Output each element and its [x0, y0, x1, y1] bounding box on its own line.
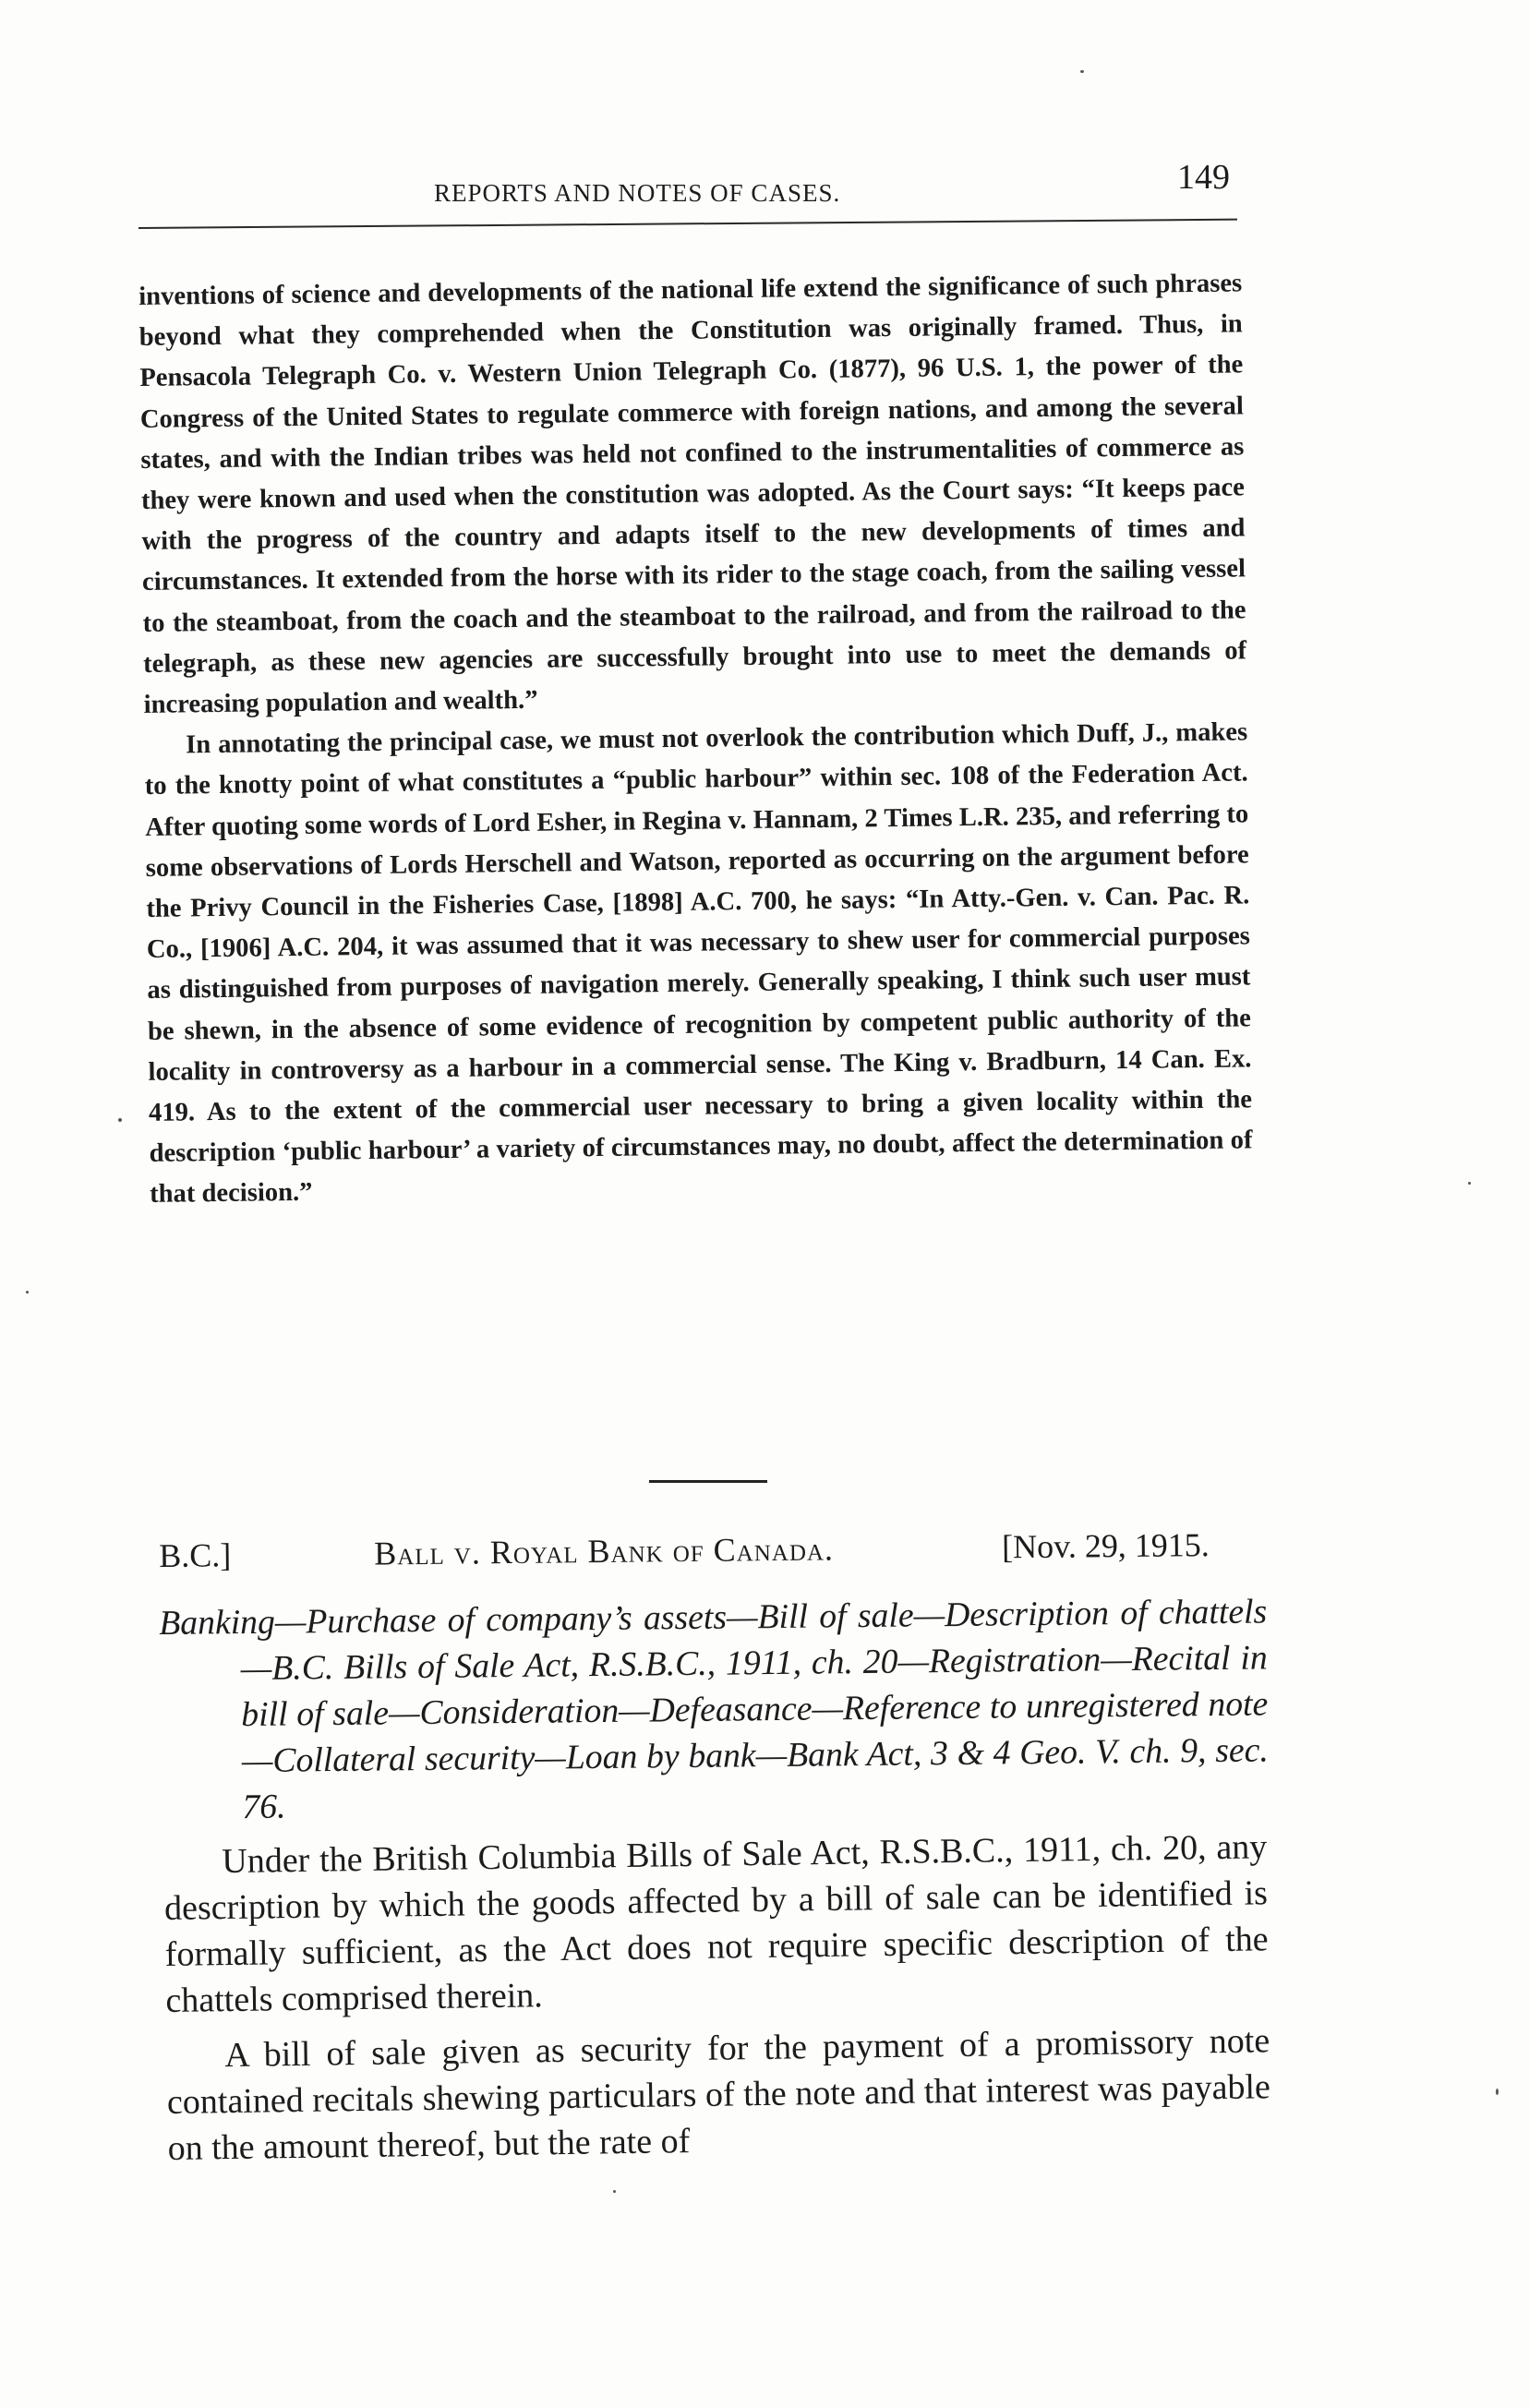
scan-speck: [1496, 2089, 1499, 2095]
case-body: [163, 1824, 1271, 2172]
case-paragraph: A bill of sale given as security for the payment of a promissory note contained recitals shewing particulars of the note and that interest was payable on the amount thereof, but the rate of: [166, 2021, 1271, 2168]
header-rule: [138, 219, 1237, 229]
annotation-paragraph: inventions of science and developments of the national life extend the significance of such phrases beyond what they comprehended when the Constitution was originally framed. Thus, in Pensacola Telegraph Co. v. Western Union Telegraph Co. (1877), 96 U.S. 1, the power of the Congress of the United States to regulate commerce with foreign nations, and among the several states, and with the Indian tribes was held not confined to the instrumentalities of commerce as they were known and used when the constitution was adopted. As the Court says: “It keeps pace with the progress of the country and adapts itself to the new developments of times and circumstances. It extended from the horse with its rider to the stage coach, from the sailing vessel to the steamboat, from the coach and the steamboat to the railroad, and from the railroad to the telegraph, as these new agencies are successfully brought into use to meet the demands of increasing population and wealth.”: [138, 269, 1247, 719]
scan-speck: [118, 1118, 122, 1122]
scan-speck: [613, 2190, 616, 2193]
page-header: [138, 157, 1237, 222]
scan-speck: [1468, 1182, 1471, 1185]
annotation-text: [138, 263, 1253, 1215]
page-number: 149: [1177, 158, 1230, 197]
case-headnote: Banking—Purchase of company’s assets—Bill of sale—Description of chattels—B.C. Bills of Sale Act, R.S.B.C., 1911, ch. 20—Registration—Recital in bill of sale—Consideration—Defeasance—Reference to unregistered note—Collateral security—Loan by bank—Bank Act, 3 & 4 Geo. V. ch. 9, sec. 76.: [159, 1592, 1269, 1827]
scan-speck: [1080, 70, 1084, 73]
case-date: [Nov. 29, 1915.: [1001, 1526, 1210, 1566]
running-head: REPORTS AND NOTES OF CASES.: [434, 179, 841, 207]
court-label: B.C.]: [159, 1536, 232, 1574]
case-paragraph: Under the British Columbia Bills of Sale Act, R.S.B.C., 1911, ch. 20, any description by which the goods affected by a bill of sale can be identified is formally sufficient, as the Act does not require specific description of the chattels comprised therein.: [163, 1827, 1269, 2020]
annotation-paragraph: In annotating the principal case, we must not overlook the contribution which Duff, J., makes to the knotty point of what constitutes a “public harbour” within sec. 108 of the Federation Act. After quoting some words of Lord Esher, in Regina v. Hannam, 2 Times L.R. 235, and referring to some observations of Lords Herschell and Watson, reported as occurring on the argument before the Privy Council in the Fisheries Case, [1898] A.C. 700, he says: “In Atty.-Gen. v. Can. Pac. R. Co., [1906] A.C. 204, it was assumed that it was necessary to shew user for commercial purposes as distinguished from purposes of navigation merely. Generally speaking, I think such user must be shewn, in the absence of some evidence of recognition by competent public authority of the locality in controversy as a harbour in a commercial sense. The King v. Bradburn, 14 Can. Ex. 419. As to the extent of the commercial user necessary to bring a given locality within the description ‘public harbour’ a variety of circumstances may, no doubt, affect the determination of that decision.”: [144, 717, 1253, 1210]
case-heading: [159, 1524, 1268, 1592]
section-divider: [649, 1480, 767, 1483]
scan-speck: [26, 1291, 29, 1294]
case-title: Ball v. Royal Bank of Canada.: [373, 1530, 835, 1572]
